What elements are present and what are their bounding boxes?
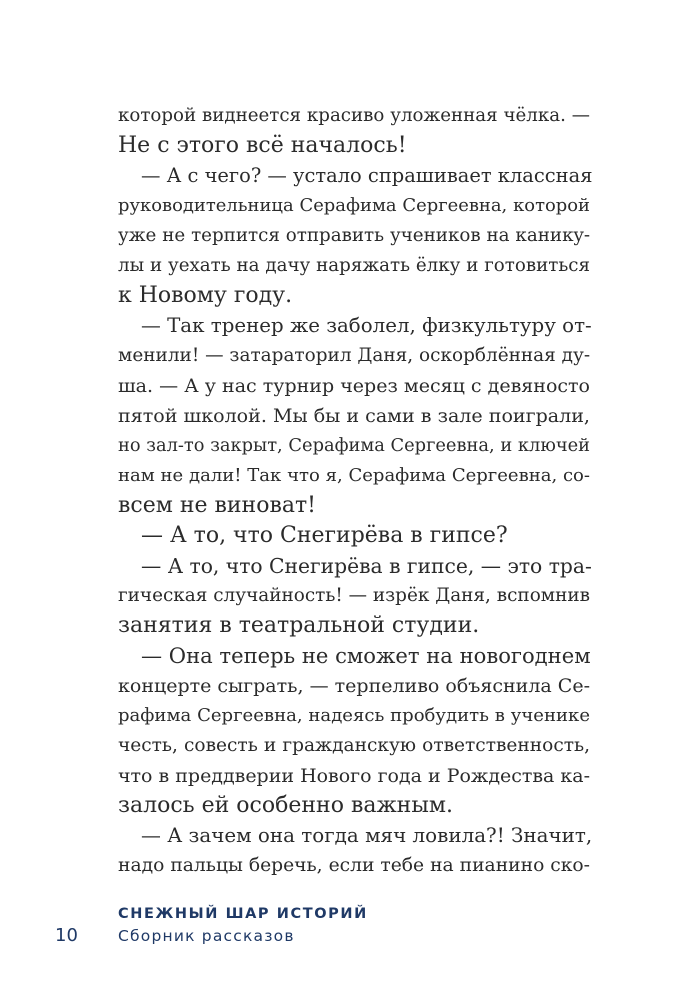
text-line: концерте сыграть, — терпеливо объяснила Се- xyxy=(118,675,590,697)
text-line: надо пальцы беречь, если тебе на пианино ско- xyxy=(118,855,590,876)
text-line: которой виднеется красиво уложенная чёлка. — xyxy=(118,105,590,126)
text-line: — А то, что Снегирёва в гипсе? xyxy=(141,523,508,548)
text-line: занятия в театральной студии. xyxy=(118,613,480,638)
text-line: нам не дали! Так что я, Серафима Сергеевна, со- xyxy=(118,465,590,486)
text-line: что в преддверии Нового года и Рождества ка- xyxy=(118,765,590,787)
story-text xyxy=(118,101,593,881)
text-line: залось ей особенно важным. xyxy=(118,793,453,818)
page-number: 10 xyxy=(55,925,78,946)
text-line: к Новому году. xyxy=(118,283,293,308)
series-subtitle: Сборник рассказов xyxy=(118,927,295,945)
text-line: лы и уехать на дачу наряжать ёлку и готовиться xyxy=(118,255,590,276)
series-title: СНЕЖНЫЙ ШАР ИСТОРИЙ xyxy=(118,906,368,922)
text-line: уже не терпится отправить учеников на каникy- xyxy=(118,225,590,246)
text-line: рафима Сергеевна, надеясь пробудить в ученике xyxy=(118,705,590,726)
text-line: руководительница Серафима Сергеевна, которой xyxy=(118,195,590,216)
text-line: — А то, что Снегирёва в гипсе, — это тра- xyxy=(141,554,592,578)
text-line: гическая случайность! — изрёк Даня, вспомнив xyxy=(118,585,590,606)
text-line: всем не виноват! xyxy=(118,493,316,518)
text-line: — Так тренер же заболел, физкультуру от- xyxy=(141,314,592,337)
text-line: честь, совесть и гражданскую ответственность, xyxy=(118,735,590,756)
text-line: — А с чего? — устало спрашивает классная xyxy=(141,164,593,187)
text-line: Не с этого всё началось! xyxy=(118,133,407,158)
text-line: но зал-то закрыт, Серафима Сергеевна, и ключей xyxy=(118,435,590,456)
text-line: пятой школой. Мы бы и сами в зале поиграли, xyxy=(118,405,590,427)
text-line: ша. — А у нас турнир через месяц с девяносто xyxy=(118,375,590,397)
text-line: — Она теперь не сможет на новогоднем xyxy=(141,643,591,668)
text-line: менили! — затараторил Даня, оскорблённая ду- xyxy=(118,345,591,366)
text-line: — А зачем она тогда мяч ловила?! Значит, xyxy=(141,824,593,847)
